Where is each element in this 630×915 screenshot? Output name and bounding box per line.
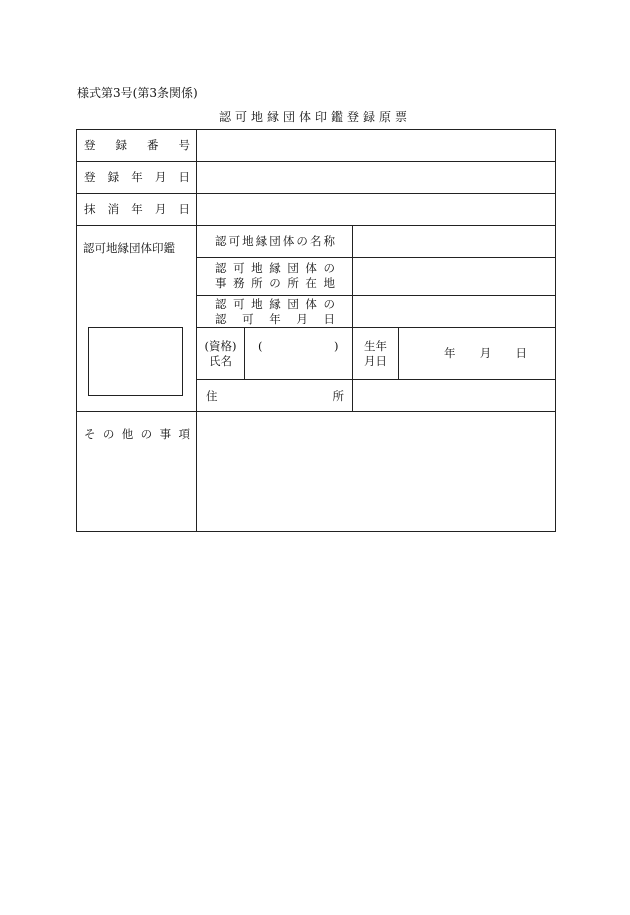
seal-impression-box [89,328,183,396]
form-title: 認可地縁団体印鑑登録原票 [218,110,411,124]
group-name-label: 認 可 地 縁 団 体 の 名 称 [215,234,335,248]
birth-date-label-line2: 月日 [364,354,387,368]
qualification-label: (資格) [204,339,237,353]
name-label: 氏名 [209,354,232,368]
other-matters-label: そ の 他 の 事 項 [84,427,190,441]
birth-date-value-template: 年 月 日 [444,346,527,360]
cancellation-date-label: 抹 消 年 月 日 [84,202,190,216]
registration-number-label: 登 録 番 号 [84,138,190,152]
office-address-label-line2: 事 務 所 の 所 在 地 [215,276,335,290]
registration-date-label: 登 録 年 月 日 [84,170,190,184]
office-address-label-line1: 認 可 地 縁 団 体 の [215,261,335,275]
qualification-paren-open: ( [258,339,263,353]
approval-date-label-line2: 認 可 年 月 日 [215,312,335,326]
qualification-paren-close: ) [334,339,339,353]
form-number-label: 様式第3号(第3条関係) [77,86,198,100]
table-border [77,130,556,532]
birth-date-label-line1: 生年 [364,339,387,353]
approval-date-label-line1: 認 可 地 縁 団 体 の [215,297,335,311]
group-seal-label: 認可地縁団体印鑑 [83,241,175,255]
address-label: 住 所 [206,389,344,403]
